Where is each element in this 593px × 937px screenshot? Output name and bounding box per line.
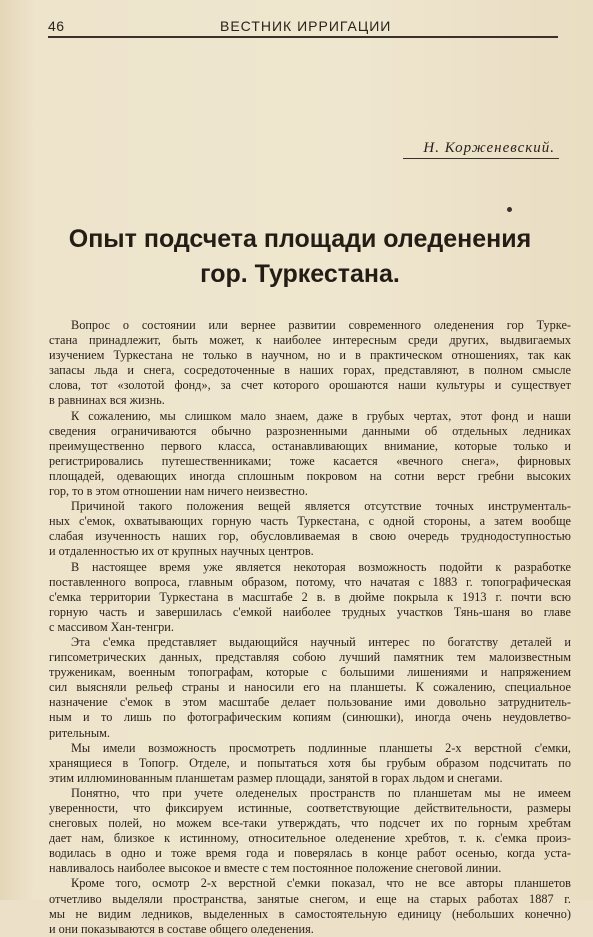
article-title: [40, 222, 560, 292]
text-line: дает нам, близкое к истинному, относительное оледенение хребтов, т. к. с'емка произ-: [49, 831, 571, 846]
text-line: ных с'емок, охватывающих горную часть Туркестана, с одной стороны, а затем вообще: [49, 514, 571, 529]
page-number: 46: [48, 18, 65, 34]
paragraph: [49, 740, 571, 786]
text-line: сил выясняли рельеф страны и наносили его на планшеты. К сожалению, специальное: [49, 680, 571, 695]
journal-title: ВЕСТНИК ИРРИГАЦИИ: [220, 18, 392, 34]
text-line: хранящиеся в Топогр. Отделе, и попытаться хотя бы грубым образом подсчитать по: [49, 755, 571, 770]
text-line: Понятно, что при учете оледенелых пространств по планшетам мы не имеем: [71, 785, 571, 800]
text-line: гипсометрических данных, представляя собою лучший памятник тем малоизвестным: [49, 650, 571, 665]
paragraph: [49, 408, 571, 500]
text-line: изучением Туркестана не только в научном, но и в практическом отношениях, так как: [49, 348, 571, 363]
text-line: Вопрос о состоянии или вернее развитии современного оледенения гор Турке-: [71, 318, 571, 332]
text-line: преимущественно первого класса, останавливающих внимание, которые только и: [49, 438, 571, 453]
text-line: сведения ограничиваются обычно разрозненными данными об отдельных ледниках: [49, 423, 571, 438]
title-line-2: гор. Туркестана.: [200, 260, 400, 288]
text-line: слабая изученность наших гор, обусловливаемая в свою очередь труднодоступностью: [49, 529, 571, 544]
paragraph: [49, 634, 571, 741]
text-line: поставленного вопроса, главным образом, потому, что начатая с 1883 г. топографическая: [49, 574, 571, 589]
text-line: Эта с'емка представляет выдающийся научный интерес по богатству деталей и: [71, 634, 571, 649]
text-line: гор, то в этом отношении нам ничего неизвестно.: [49, 484, 308, 499]
page-header: [48, 10, 558, 38]
text-line: стана принадлежит, быть может, к наиболее интересным среди других, выдвигаемых: [49, 333, 571, 348]
text-line: К сожалению, мы слишком мало знаем, даже в грубых чертах, этот фонд и наши: [71, 408, 571, 423]
text-line: регистрировались путешественниками; тоже касается «вечного снега», фирновых: [49, 453, 571, 468]
text-line: уверенности, что фиксируем истинные, соответствующие действительности, размеры: [49, 801, 571, 815]
text-line: Мы имели возможность просмотреть подлинные планшеты 2-х верстной с'емки,: [71, 740, 571, 755]
text-line: в равнинах вся жизнь.: [49, 393, 165, 408]
text-line: этим иллюминованным планшетам размер площади, занятой в горах льдом и снегами.: [49, 770, 503, 785]
text-line: горную часть и завершилась с'емкой наиболее трудных участков Тянь-шаня во главе: [49, 604, 571, 619]
text-line: В настоящее время уже является некоторая возможность подойти к разработке: [71, 559, 571, 574]
text-line: ным и то лишь по фотографическим копиям (синюшки), иногда очень неудовлетво-: [49, 710, 571, 725]
text-line: рительным.: [49, 725, 111, 740]
text-line: Причиной такого положения вещей является отсутствие точных инструменталь-: [71, 499, 571, 514]
text-line: отчетливо выделяли пространства, занятые снегом, и еще на старых работах 1887 г.: [49, 891, 571, 906]
title-line-1: Опыт подсчета площади оледенения: [68, 225, 532, 253]
paragraph: [49, 318, 571, 409]
author-name: Н. Корженевский.: [403, 140, 559, 159]
text-line: площадей, одевающих иногда сплошным покровом на сотни верст гребни высоких: [49, 468, 571, 483]
paragraph: [49, 559, 571, 635]
text-line: слова, тот «золотой фонд», за счет которого орошаются наши культуры и существует: [49, 378, 571, 393]
paragraph: [49, 785, 571, 877]
paragraph: [49, 499, 571, 559]
text-line: Кроме того, осмотр 2-х верстной с'емки показал, что не все авторы планшетов: [71, 876, 571, 891]
text-line: труженикам, военным топографам, которые с большими лишениями и напряжением: [49, 665, 571, 680]
text-line: мы не видим ледников, выделенных в самостоятельную единицу (небольших конечно): [49, 906, 571, 921]
text-line: снеговых полей, но можем все-таки утверждать, что подсчет их по горным хребтам: [49, 816, 571, 831]
paragraph: [49, 876, 571, 936]
text-line: и отдаленностью их от крупных научных центров.: [49, 544, 314, 559]
text-line: назначение с'емок в этом масштабе делает пользование ими довольно затруднитель-: [49, 695, 571, 710]
text-line: навливалось наиболее высокое и вместе с тем постоянное положение снеговой линии.: [49, 861, 502, 876]
text-line: и они показываются в составе общего оледенения.: [49, 921, 314, 936]
article-body: [49, 318, 571, 937]
text-line: водилась в одно и тоже время года и поверялась в конце работ осенью, когда уста-: [49, 846, 571, 861]
text-line: запасы льда и снега, сосредоточенные в наших горах, представляют, в полном смысле: [49, 363, 571, 378]
ink-dot: [507, 207, 512, 212]
text-line: с'емка территории Туркестана в масштабе 2 в. в дюйме покрыла к 1913 г. почти всю: [49, 589, 571, 604]
text-line: с массивом Хан-тенгри.: [49, 619, 174, 634]
